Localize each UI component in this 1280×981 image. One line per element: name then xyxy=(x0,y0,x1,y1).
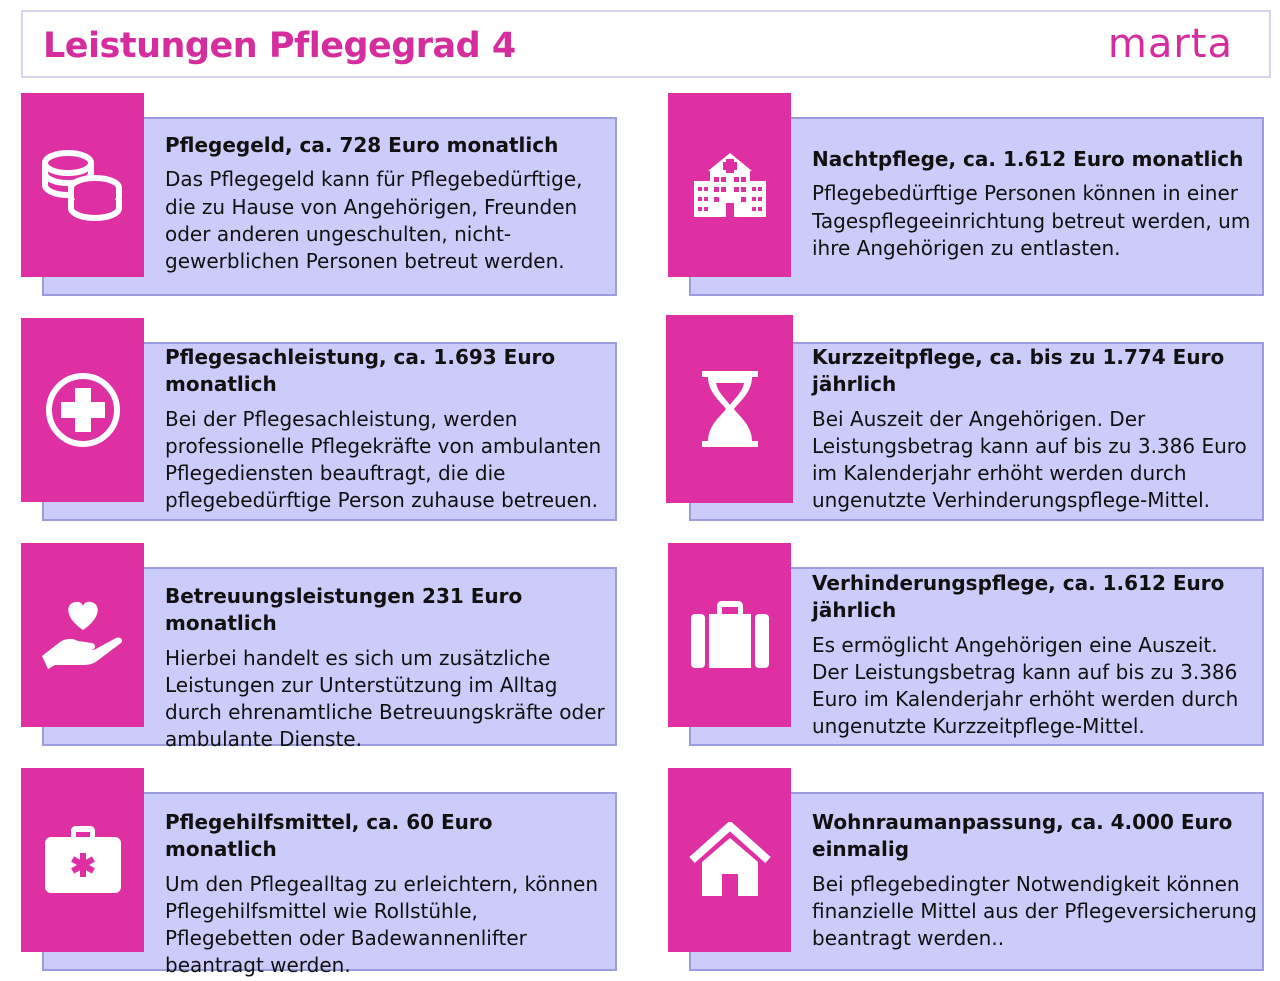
card-text xyxy=(165,344,610,515)
card-description: Hierbei handelt es sich um zusätzliche Leistungen zur Unterstützung im Alltag durch ehrenamtliche Betreuungskräfte oder ambulante Dienste. xyxy=(165,645,605,752)
card-description: Bei pflegebedingter Notwendigkeit können finanzielle Mittel aus der Pflegeversicherung beantragt werden.. xyxy=(812,871,1257,951)
card-title: Verhinderungspflege, ca. 1.612 Euro jährlich xyxy=(812,571,1225,623)
medical-cross-icon xyxy=(43,370,123,450)
suitcase-icon xyxy=(689,600,771,670)
card-text xyxy=(165,132,605,275)
card-title: Pflegehilfsmittel, ca. 60 Euro monatlich xyxy=(165,810,493,862)
card-title: Nachtpflege, ca. 1.612 Euro monatlich xyxy=(812,147,1244,171)
card-text xyxy=(812,570,1257,741)
card-icon-tile xyxy=(666,315,793,503)
heart-in-hand-icon xyxy=(38,600,128,670)
card-description: Es ermöglicht Angehörigen eine Auszeit. Der Leistungsbetrag kann auf bis zu 3.386 Euro im Kalenderjahr erhöht werden durch ungenutzte Kurzzeitpflege-Mittel. xyxy=(812,632,1239,739)
card-text xyxy=(812,344,1257,515)
card-description: Das Pflegegeld kann für Pflegebedürftige, die zu Hause von Angehörigen, Freunden oder anderen ungeschulten, nicht-gewerblichen Personen betreut werden. xyxy=(165,167,583,274)
card-icon-tile xyxy=(21,768,144,952)
card-description: Bei der Pflegesachleistung, werden professionelle Pflegekräfte von ambulanten Pflegediensten beauftragt, die die pflegebedürftige Person zuhause betreuen. xyxy=(165,406,602,513)
card-description: Um den Pflegealltag zu erleichtern, können Pflegehilfsmittel wie Rollstühle, Pflegebetten oder Badewannenlifter beantragt werden. xyxy=(165,871,598,978)
marta-logo: marta xyxy=(1107,21,1233,67)
card-text xyxy=(165,809,610,980)
card-title: Kurzzeitpflege, ca. bis zu 1.774 Euro jährlich xyxy=(812,345,1225,397)
card-description: Bei Auszeit der Angehörigen. Der Leistungsbetrag kann auf bis zu 3.386 Euro im Kalenderjahr erhöht werden durch ungenutzte Verhinderungspflege-Mittel. xyxy=(812,406,1247,513)
card-title: Betreuungsleistungen 231 Euro monatlich xyxy=(165,584,523,636)
first-aid-kit-icon xyxy=(43,825,123,895)
card-icon-tile xyxy=(21,543,144,727)
card-text xyxy=(812,809,1257,952)
card-icon-tile xyxy=(21,93,144,277)
card-text xyxy=(165,583,613,754)
card-icon-tile xyxy=(668,93,791,277)
page-header xyxy=(21,10,1271,78)
hourglass-icon xyxy=(700,369,760,449)
page-title: Leistungen Pflegegrad 4 xyxy=(43,26,516,66)
card-text xyxy=(812,146,1262,262)
card-title: Pflegegeld, ca. 728 Euro monatlich xyxy=(165,133,559,157)
card-icon-tile xyxy=(668,768,791,952)
card-icon-tile xyxy=(21,318,144,502)
card-title: Pflegesachleistung, ca. 1.693 Euro monatlich xyxy=(165,345,556,397)
card-icon-tile xyxy=(668,543,791,727)
house-icon xyxy=(688,822,772,898)
card-title: Wohnraumanpassung, ca. 4.000 Euro einmalig xyxy=(812,810,1233,862)
coins-icon xyxy=(38,145,128,225)
card-description: Pflegebedürftige Personen können in einer Tagespflegeeinrichtung betreut werden, um ihre Angehörigen zu entlasten. xyxy=(812,181,1251,260)
hospital-icon xyxy=(690,151,770,219)
